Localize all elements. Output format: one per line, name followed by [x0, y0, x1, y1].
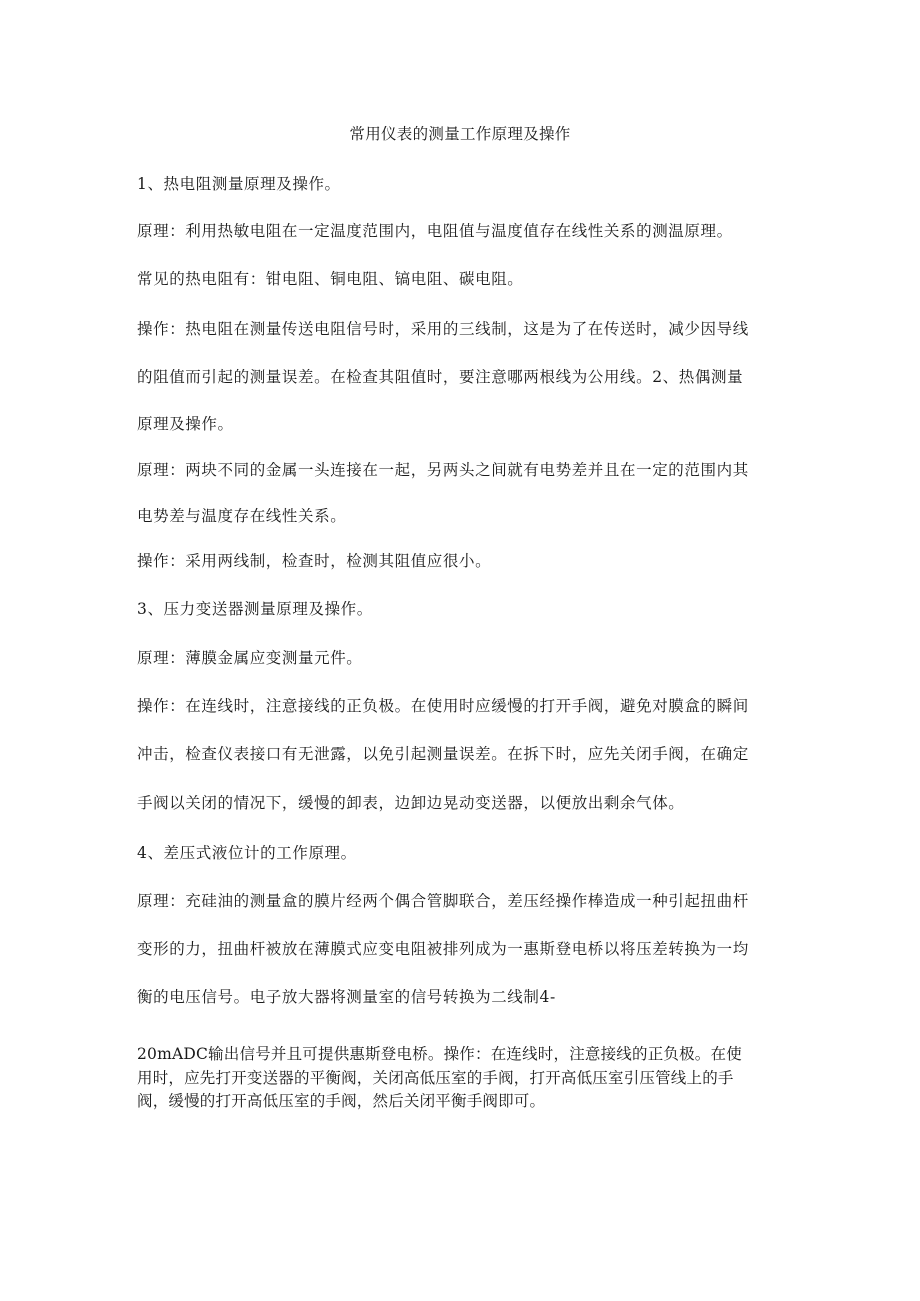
paragraph-line: 常见的热电阻有：钳电阻、铜电阻、镐电阻、碳电阻。	[137, 270, 524, 288]
paragraph-line: 原理及操作。	[137, 415, 234, 433]
paragraph-line: 操作：在连线时，注意接线的正负极。在使用时应缓慢的打开手阀，避免对膜盒的瞬间	[137, 697, 749, 715]
paragraph-line: 变形的力，扭曲杆被放在薄膜式应变电阻被排列成为一惠斯登电桥以将压差转换为一均	[137, 940, 749, 958]
paragraph-line: 原理：薄膜金属应变测量元件。	[137, 649, 363, 667]
paragraph-line: 原理：两块不同的金属一头连接在一起，另两头之间就有电势差并且在一定的范围内其	[137, 461, 749, 479]
section-heading-4: 4、差压式液位计的工作原理。	[137, 844, 357, 862]
paragraph-line: 手阀以关闭的情况下，缓慢的卸表，边卸边晃动变送器，以便放出剩余气体。	[137, 794, 685, 812]
paragraph-line: 原理：充硅油的测量盒的膜片经两个偶合管脚联合，差压经操作棒造成一种引起扭曲杆	[137, 892, 749, 910]
document-title: 常用仪表的测量工作原理及操作	[349, 125, 571, 143]
section-heading-1: 1、热电阻测量原理及操作。	[137, 175, 341, 193]
paragraph-line: 操作：热电阻在测量传送电阻信号时，采用的三线制，这是为了在传送时，减少因导线	[137, 320, 749, 338]
paragraph-line: 电势差与温度存在线性关系。	[137, 507, 347, 525]
paragraph-line: 冲击，检查仪表接口有无泄露，以免引起测量误差。在拆下时，应先关闭手阀，在确定	[137, 745, 749, 763]
paragraph-line: 的阻值而引起的测量误差。在检查其阻值时，要注意哪两根线为公用线。2、热偶测量	[137, 368, 744, 386]
paragraph-line: 阀，缓慢的打开高低压室的手阀，然后关闭平衡手阀即可。	[137, 1092, 546, 1110]
paragraph-line: 原理：利用热敏电阻在一定温度范围内，电阻值与温度值存在线性关系的测温原理。	[137, 222, 733, 240]
paragraph-line: 操作：采用两线制，检查时，检测其阻值应很小。	[137, 552, 492, 570]
paragraph-line: 20mADC输出信号并且可提供惠斯登电桥。操作：在连线时，注意接线的正负极。在使	[137, 1045, 742, 1063]
paragraph-line: 衡的电压信号。电子放大器将测量室的信号转换为二线制4-	[137, 988, 556, 1006]
paragraph-line: 用时，应先打开变送器的平衡阀，关闭高低压室的手阀，打开高低压室引压管线上的手	[137, 1069, 734, 1087]
section-heading-3: 3、压力变送器测量原理及操作。	[137, 600, 373, 618]
